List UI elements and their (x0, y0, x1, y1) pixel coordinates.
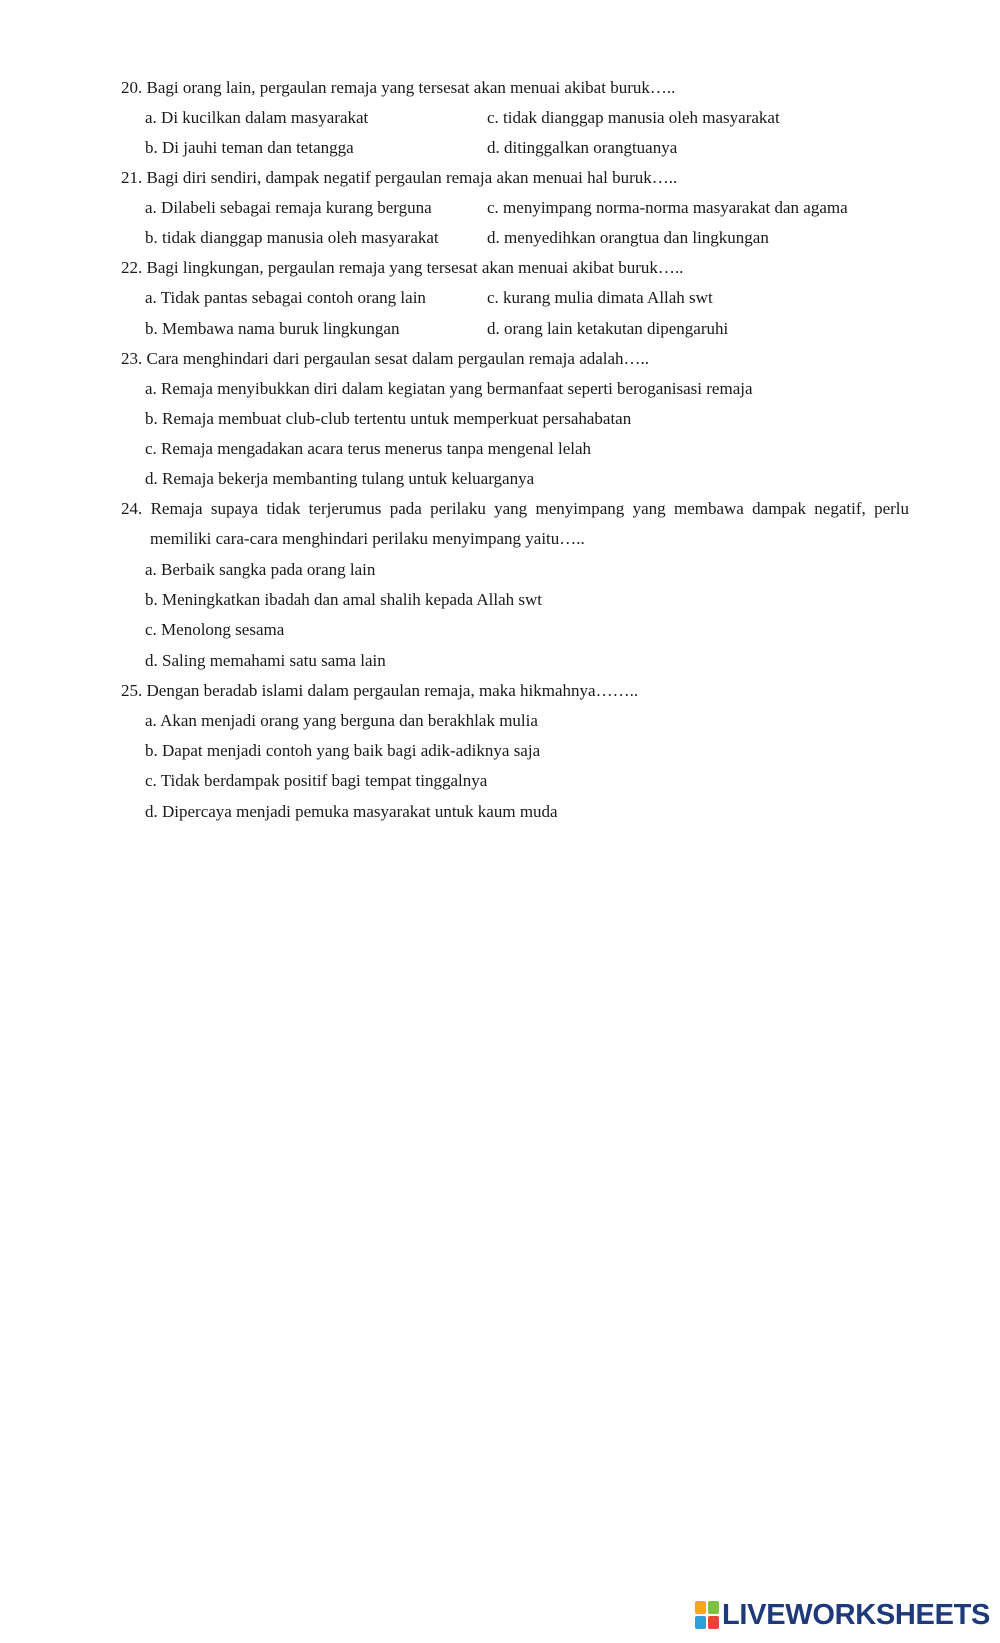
option-22a[interactable]: a. Tidak pantas sebagai contoh orang lain (145, 288, 426, 307)
option-20c[interactable]: c. tidak dianggap manusia oleh masyarakat (487, 108, 780, 127)
question-text: Dengan beradab islami dalam pergaulan remaja, maka hikmahnya…….. (146, 681, 639, 700)
option-21c[interactable]: c. menyimpang norma-norma masyarakat dan agama (487, 198, 848, 217)
option-22d[interactable]: d. orang lain ketakutan dipengaruhi (487, 319, 729, 338)
option-21b[interactable]: b. tidak dianggap manusia oleh masyarakat (145, 228, 439, 247)
question-24 (121, 499, 909, 519)
question-number: 25. (121, 681, 143, 700)
question-text: Bagi diri sendiri, dampak negatif pergaulan remaja akan menuai hal buruk….. (146, 168, 678, 187)
question-24-continuation: memiliki cara-cara menghindari perilaku menyimpang yaitu….. (150, 529, 585, 548)
question-number: 23. (121, 349, 143, 368)
option-25a[interactable]: a. Akan menjadi orang yang berguna dan berakhlak mulia (145, 711, 538, 730)
option-22c[interactable]: c. kurang mulia dimata Allah swt (487, 288, 713, 307)
option-23a[interactable]: a. Remaja menyibukkan diri dalam kegiatan yang bermanfaat seperti beroganisasi remaja (145, 379, 753, 398)
option-21d[interactable]: d. menyedihkan orangtua dan lingkungan (487, 228, 769, 247)
option-24a[interactable]: a. Berbaik sangka pada orang lain (145, 560, 376, 579)
question-text: Bagi orang lain, pergaulan remaja yang tersesat akan menuai akibat buruk….. (146, 78, 676, 97)
logo-mark-tile (708, 1616, 719, 1629)
option-23c[interactable]: c. Remaja mengadakan acara terus menerus tanpa mengenal lelah (145, 439, 592, 458)
question-text: Remaja supaya tidak terjerumus pada perilaku yang menyimpang yang membawa dampak negatif, perlu (150, 499, 909, 518)
option-25d[interactable]: d. Dipercaya menjadi pemuka masyarakat untuk kaum muda (145, 802, 558, 821)
option-22b[interactable]: b. Membawa nama buruk lingkungan (145, 319, 400, 338)
logo-mark-tile (708, 1601, 719, 1614)
option-21a[interactable]: a. Dilabeli sebagai remaja kurang berguna (145, 198, 432, 217)
option-25c[interactable]: c. Tidak berdampak positif bagi tempat tinggalnya (145, 771, 488, 790)
question-number: 20. (121, 78, 143, 97)
option-24d[interactable]: d. Saling memahami satu sama lain (145, 651, 386, 670)
question-number: 24. (121, 499, 143, 518)
question-number: 21. (121, 168, 143, 187)
logo-mark-tile (695, 1601, 706, 1614)
question-text: Bagi lingkungan, pergaulan remaja yang tersesat akan menuai akibat buruk….. (146, 258, 684, 277)
question-23 (121, 349, 649, 369)
option-20a[interactable]: a. Di kucilkan dalam masyarakat (145, 108, 369, 127)
question-25 (121, 681, 638, 701)
option-25b[interactable]: b. Dapat menjadi contoh yang baik bagi adik-adiknya saja (145, 741, 541, 760)
option-24b[interactable]: b. Meningkatkan ibadah dan amal shalih kepada Allah swt (145, 590, 543, 609)
option-23b[interactable]: b. Remaja membuat club-club tertentu untuk memperkuat persahabatan (145, 409, 632, 428)
option-20b[interactable]: b. Di jauhi teman dan tetangga (145, 138, 354, 157)
question-21 (121, 168, 677, 188)
option-24c[interactable]: c. Menolong sesama (145, 620, 285, 639)
option-23d[interactable]: d. Remaja bekerja membanting tulang untuk keluarganya (145, 469, 535, 488)
question-number: 22. (121, 258, 143, 277)
liveworksheets-logo[interactable] (695, 1599, 990, 1631)
logo-text: LIVEWORKSHEETS (722, 1599, 991, 1631)
question-22 (121, 258, 683, 278)
option-20d[interactable]: d. ditinggalkan orangtuanya (487, 138, 678, 157)
question-text: Cara menghindari dari pergaulan sesat dalam pergaulan remaja adalah….. (146, 349, 650, 368)
question-20 (121, 78, 675, 98)
liveworksheets-logo-icon (695, 1601, 719, 1629)
logo-mark-tile (695, 1616, 706, 1629)
